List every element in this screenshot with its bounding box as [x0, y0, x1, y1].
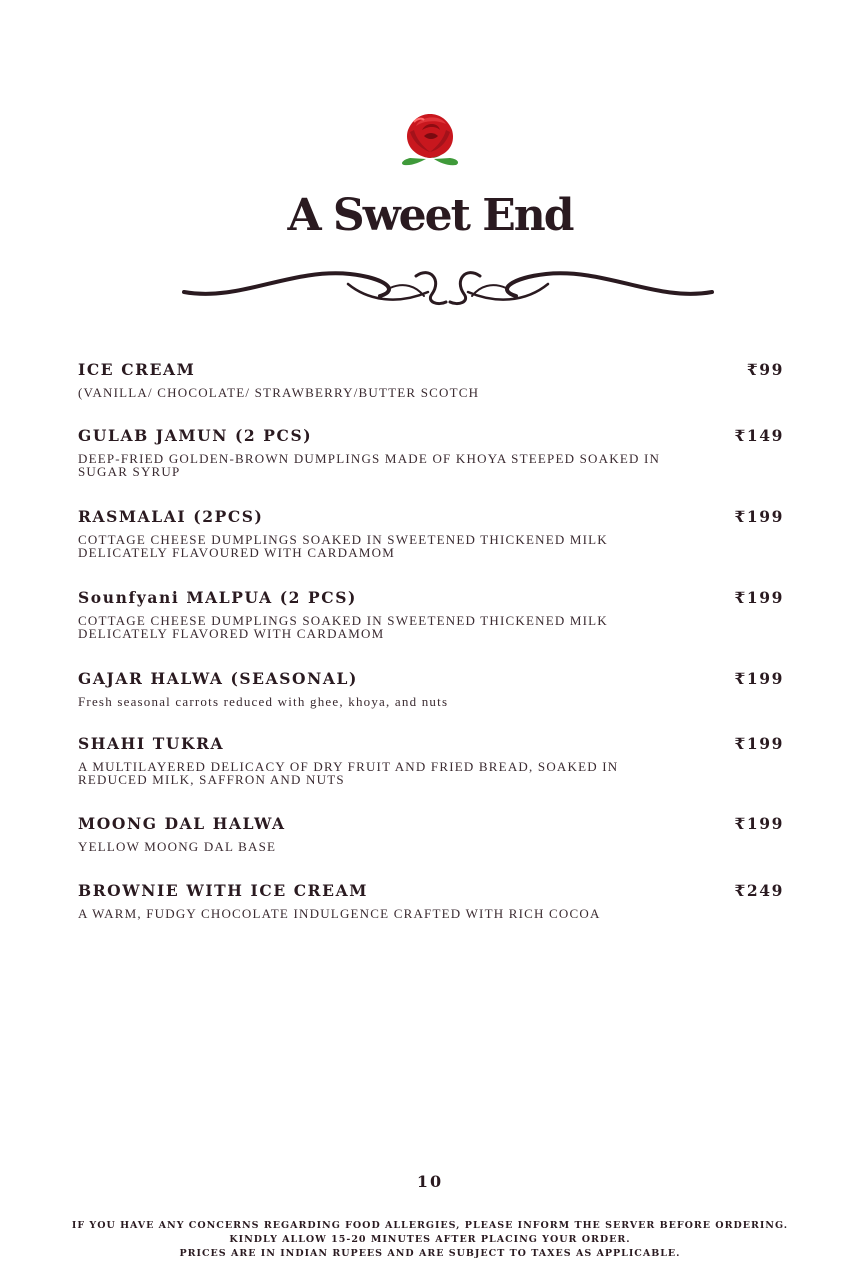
- item-price: ₹199: [734, 734, 784, 753]
- item-name: GULAB JAMUN (2 PCS): [78, 426, 313, 445]
- item-price: ₹199: [734, 669, 784, 688]
- footer-notice: [0, 1219, 860, 1261]
- rose-icon: [398, 108, 462, 168]
- item-price: ₹99: [746, 360, 784, 379]
- item-description: DEEP-FRIED GOLDEN-BROWN DUMPLINGS MADE OF KHOYA STEEPED SOAKED IN SUGAR SYRUP: [78, 451, 661, 479]
- item-price: ₹249: [734, 881, 784, 900]
- menu-item-rasmalai: [78, 507, 784, 559]
- footer-allergy-line: IF YOU HAVE ANY CONCERNS REGARDING FOOD ALLERGIES, PLEASE INFORM THE SERVER BEFORE ORDERING.: [71, 1220, 789, 1231]
- item-description: A MULTILAYERED DELICACY OF DRY FRUIT AND FRIED BREAD, SOAKED IN REDUCED MILK, SAFFRON AND NUTS: [78, 759, 619, 787]
- page-title: A Sweet End: [287, 190, 573, 241]
- item-price: ₹199: [734, 814, 784, 833]
- flourish-divider: [180, 262, 716, 312]
- menu-item-malpua: [78, 588, 784, 640]
- item-price: ₹199: [734, 588, 784, 607]
- menu-item-ice-cream: [78, 360, 784, 399]
- item-name: Sounfyani MALPUA (2 PCS): [78, 588, 357, 607]
- item-name: GAJAR HALWA (SEASONAL): [78, 669, 358, 688]
- item-description: A WARM, FUDGY CHOCOLATE INDULGENCE CRAFTED WITH RICH COCOA: [78, 906, 601, 921]
- item-name: MOONG DAL HALWA: [78, 814, 286, 833]
- menu-item-gajar-halwa: [78, 669, 784, 708]
- menu-item-brownie: [78, 881, 784, 920]
- item-name: SHAHI TUKRA: [78, 734, 225, 753]
- item-description: COTTAGE CHEESE DUMPLINGS SOAKED IN SWEETENED THICKENED MILK DELICATELY FLAVORED WITH CARDAMOM: [78, 613, 608, 641]
- item-description: Fresh seasonal carrots reduced with ghee, khoya, and nuts: [78, 694, 449, 709]
- footer-wait-line: KINDLY ALLOW 15-20 MINUTES AFTER PLACING YOUR ORDER.: [229, 1234, 631, 1245]
- item-name: ICE CREAM: [78, 360, 196, 379]
- menu-item-gulab-jamun: [78, 426, 784, 478]
- item-description: COTTAGE CHEESE DUMPLINGS SOAKED IN SWEETENED THICKENED MILK DELICATELY FLAVOURED WITH CARDAMOM: [78, 532, 608, 560]
- item-price: ₹149: [734, 426, 784, 445]
- menu-item-shahi-tukra: [78, 734, 784, 786]
- item-description: (VANILLA/ CHOCOLATE/ STRAWBERRY/BUTTER SCOTCH: [78, 385, 480, 400]
- page-number: 10: [416, 1172, 444, 1191]
- item-price: ₹199: [734, 507, 784, 526]
- item-description: YELLOW MOONG DAL BASE: [78, 839, 277, 854]
- item-name: BROWNIE WITH ICE CREAM: [78, 881, 368, 900]
- menu-item-moong-dal-halwa: [78, 814, 784, 853]
- footer-price-line: PRICES ARE IN INDIAN RUPEES AND ARE SUBJECT TO TAXES AS APPLICABLE.: [179, 1248, 681, 1259]
- item-name: RASMALAI (2PCS): [78, 507, 264, 526]
